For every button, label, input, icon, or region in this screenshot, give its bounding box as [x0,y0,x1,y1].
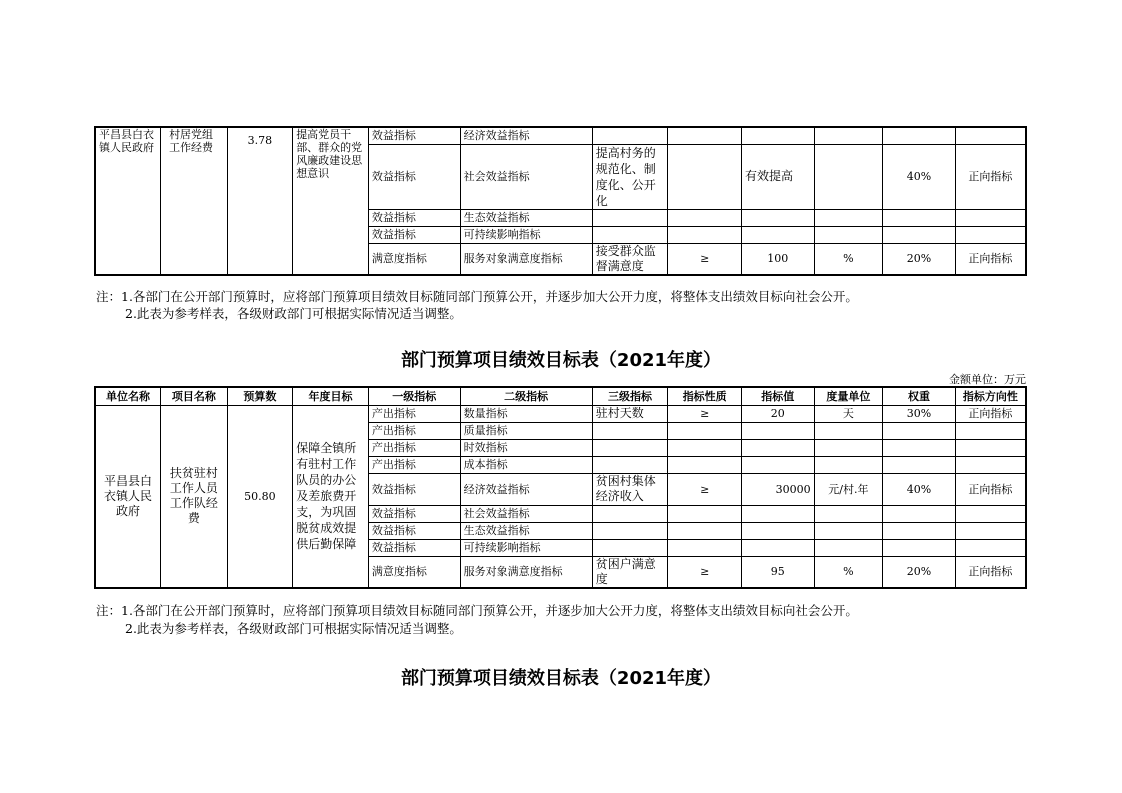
header-level2: 二级指标 [460,387,592,405]
header-level1: 一级指标 [368,387,460,405]
header-budget: 预算数 [227,387,293,405]
level3-indicator [592,522,668,539]
level2-indicator: 服务对象满意度指标 [460,556,592,588]
weight [883,456,956,473]
indicator-value: 95 [742,556,815,588]
goal-cell: 提高党员干部、群众的党风廉政建设思想意识 [293,127,369,275]
measure-unit: 元/村.年 [814,473,883,505]
header-level3: 三级指标 [592,387,668,405]
header-measure-unit: 度量单位 [814,387,883,405]
level2-indicator: 可持续影响指标 [460,539,592,556]
level1-indicator: 效益指标 [368,505,460,522]
note-line-2: 2.此表为参考样表，各级财政部门可根据实际情况适当调整。 [125,621,462,636]
direction: 正向指标 [955,144,1026,209]
measure-unit [814,127,883,144]
weight: 40% [883,144,956,209]
indicator-nature [668,522,742,539]
project-name-cell: 村居党组工作经费 [161,127,228,275]
goal-cell: 保障全镇所有驻村工作队员的办公及差旅费开支，为巩固脱贫成效提供后勤保障 [293,405,369,588]
indicator-value: 有效提高 [742,144,815,209]
measure-unit [814,226,883,243]
performance-table [94,386,1027,589]
table-title: 部门预算项目绩效目标表（2021年度） [400,668,722,689]
level2-indicator: 生态效益指标 [460,522,592,539]
direction: 正向指标 [955,405,1026,422]
level2-indicator: 服务对象满意度指标 [460,243,592,275]
header-nature: 指标性质 [668,387,742,405]
indicator-nature [668,439,742,456]
level1-indicator: 效益指标 [368,226,460,243]
level1-indicator: 效益指标 [368,473,460,505]
weight [883,439,956,456]
indicator-nature: ≥ [668,405,742,422]
indicator-nature [668,456,742,473]
weight [883,522,956,539]
level3-indicator [592,127,668,144]
note-line-1: 注：1.各部门在公开部门预算时，应将部门预算项目绩效目标随同部门预算公开，并逐步加大公开力度，将整体支出绩效目标向社会公开。 [96,289,858,304]
direction [955,439,1026,456]
level1-indicator: 产出指标 [368,439,460,456]
table-title: 部门预算项目绩效目标表（2021年度） [400,350,722,371]
measure-unit: % [814,243,883,275]
direction [955,422,1026,439]
weight: 20% [883,243,956,275]
indicator-value [742,539,815,556]
direction [955,209,1026,226]
measure-unit: 天 [814,405,883,422]
level3-indicator: 驻村天数 [592,405,668,422]
weight: 30% [883,405,956,422]
level3-indicator: 贫困户满意度 [592,556,668,588]
level3-indicator: 提高村务的规范化、制度化、公开化 [592,144,668,209]
direction [955,539,1026,556]
indicator-nature [668,422,742,439]
header-unit-name: 单位名称 [95,387,161,405]
level1-indicator: 效益指标 [368,209,460,226]
indicator-value [742,456,815,473]
weight: 40% [883,473,956,505]
weight [883,422,956,439]
measure-unit [814,422,883,439]
indicator-nature [668,505,742,522]
indicator-value: 100 [742,243,815,275]
level1-indicator: 效益指标 [368,522,460,539]
level1-indicator: 产出指标 [368,405,460,422]
level1-indicator: 效益指标 [368,127,460,144]
level3-indicator [592,505,668,522]
header-direction: 指标方向性 [955,387,1026,405]
weight [883,505,956,522]
direction: 正向指标 [955,556,1026,588]
measure-unit [814,505,883,522]
indicator-value [742,439,815,456]
header-annual-goal: 年度目标 [293,387,369,405]
measure-unit [814,456,883,473]
level1-indicator: 产出指标 [368,422,460,439]
measure-unit [814,539,883,556]
header-value: 指标值 [742,387,815,405]
level3-indicator [592,209,668,226]
indicator-value [742,522,815,539]
direction: 正向指标 [955,243,1026,275]
indicator-value [742,209,815,226]
table-row [95,405,1026,422]
weight [883,539,956,556]
measure-unit [814,209,883,226]
header-weight: 权重 [883,387,956,405]
level2-indicator: 可持续影响指标 [460,226,592,243]
level2-indicator: 社会效益指标 [460,144,592,209]
note-line-1: 注：1.各部门在公开部门预算时，应将部门预算项目绩效目标随同部门预算公开，并逐步加大公开力度，将整体支出绩效目标向社会公开。 [96,603,858,618]
level2-indicator: 数量指标 [460,405,592,422]
level2-indicator: 时效指标 [460,439,592,456]
measure-unit [814,522,883,539]
indicator-nature [668,127,742,144]
level2-indicator: 生态效益指标 [460,209,592,226]
budget-cell: 3.78 [227,127,293,275]
level3-indicator: 贫困村集体经济收入 [592,473,668,505]
level3-indicator [592,439,668,456]
weight [883,209,956,226]
header-project-name: 项目名称 [161,387,228,405]
amount-unit: 金额单位：万元 [949,373,1026,386]
note-line-2: 2.此表为参考样表，各级财政部门可根据实际情况适当调整。 [125,306,462,321]
indicator-value [742,226,815,243]
indicator-nature [668,209,742,226]
level3-indicator [592,539,668,556]
level2-indicator: 经济效益指标 [460,127,592,144]
level3-indicator: 接受群众监督满意度 [592,243,668,275]
indicator-nature [668,144,742,209]
weight [883,226,956,243]
direction [955,226,1026,243]
weight: 20% [883,556,956,588]
level2-indicator: 经济效益指标 [460,473,592,505]
level1-indicator: 效益指标 [368,539,460,556]
indicator-value [742,505,815,522]
level1-indicator: 效益指标 [368,144,460,209]
direction [955,456,1026,473]
direction [955,127,1026,144]
indicator-nature [668,226,742,243]
project-name-cell: 扶贫驻村工作人员工作队经费 [161,405,228,588]
header-row [95,387,1026,405]
measure-unit [814,144,883,209]
level1-indicator: 满意度指标 [368,556,460,588]
level2-indicator: 质量指标 [460,422,592,439]
indicator-value [742,422,815,439]
measure-unit: % [814,556,883,588]
direction: 正向指标 [955,473,1026,505]
level2-indicator: 成本指标 [460,456,592,473]
level3-indicator [592,456,668,473]
unit-name-cell: 平昌县白衣镇人民政府 [95,405,161,588]
level3-indicator [592,226,668,243]
direction [955,505,1026,522]
direction [955,522,1026,539]
budget-cell: 50.80 [227,405,293,588]
indicator-value: 30000 [742,473,815,505]
level3-indicator [592,422,668,439]
level1-indicator: 满意度指标 [368,243,460,275]
indicator-value: 20 [742,405,815,422]
indicator-nature: ≥ [668,473,742,505]
table-continued [94,126,1027,276]
indicator-value [742,127,815,144]
indicator-nature: ≥ [668,556,742,588]
measure-unit [814,439,883,456]
weight [883,127,956,144]
indicator-nature [668,539,742,556]
level2-indicator: 社会效益指标 [460,505,592,522]
level1-indicator: 产出指标 [368,456,460,473]
unit-name-cell: 平昌县白衣镇人民政府 [95,127,161,275]
indicator-nature: ≥ [668,243,742,275]
